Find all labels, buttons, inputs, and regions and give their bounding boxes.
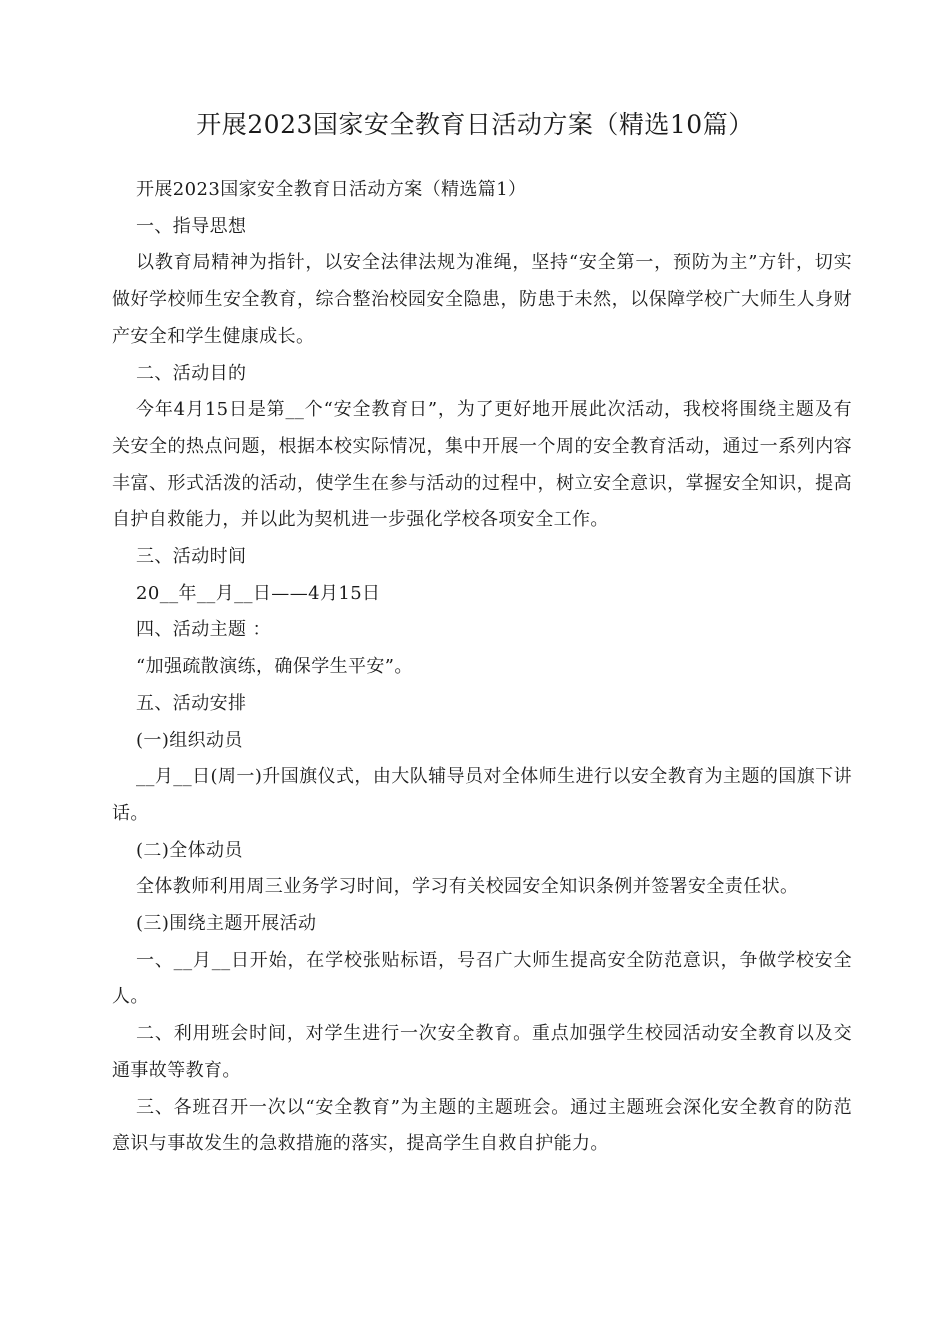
document-title: 开展2023国家安全教育日活动方案（精选10篇） — [196, 110, 754, 139]
paragraph-activity-1: 一、__月__日开始，在学校张贴标语，号召广大师生提高安全防范意识，争做学校安全人。 — [112, 949, 852, 1008]
paragraph-activity-time: 20__年__月__日——4月15日 — [136, 582, 381, 604]
heading-activity-time: 三、活动时间 — [136, 546, 247, 568]
document-body — [112, 172, 852, 1163]
subheading-mobilization: (一)组织动员 — [136, 729, 243, 751]
heading-activity-arrangement: 五、活动安排 — [136, 692, 247, 714]
subheading-theme-activities: (三)围绕主题开展活动 — [136, 913, 317, 935]
heading-guiding-ideology: 一、指导思想 — [136, 215, 247, 237]
paragraph-activity-purpose: 今年4月15日是第__个“安全教育日”，为了更好地开展此次活动，我校将围绕主题及有关安全的热点问题，根据本校实际情况，集中开展一个周的安全教育活动，通过一系列内容丰富、形式活泼的活动，使学生在参与活动的过程中，树立安全意识，掌握安全知识，提高自护自救能力，并以此为契机进一步强化学校各项安全工作。 — [112, 399, 852, 531]
paragraph-activity-3: 三、各班召开一次以“安全教育”为主题的主题班会。通过主题班会深化安全教育的防范意识与事故发生的急救措施的落实，提高学生自救自护能力。 — [112, 1096, 852, 1155]
paragraph-mobilization: __月__日(周一)升国旗仪式，由大队辅导员对全体师生进行以安全教育为主题的国旗下讲话。 — [112, 766, 852, 824]
paragraph-activity-2: 二、利用班会时间，对学生进行一次安全教育。重点加强学生校园活动安全教育以及交通事故等教育。 — [112, 1023, 852, 1081]
heading-activity-purpose: 二、活动目的 — [136, 362, 247, 384]
section-heading-piece-1: 开展2023国家安全教育日活动方案（精选篇1） — [136, 179, 527, 200]
heading-activity-theme: 四、活动主题 ： — [136, 619, 271, 641]
paragraph-all-staff: 全体教师利用周三业务学习时间，学习有关校园安全知识条例并签署安全责任状。 — [136, 876, 799, 898]
paragraph-activity-theme: “加强疏散演练，确保学生平安”。 — [136, 656, 413, 678]
subheading-all-staff: (二)全体动员 — [136, 839, 243, 861]
paragraph-guiding-ideology: 以教育局精神为指针，以安全法律法规为准绳，坚持“安全第一，预防为主”方针，切实做好学校师生安全教育，综合整治校园安全隐患，防患于未然，以保障学校广大师生人身财产安全和学生健康成长。 — [112, 252, 852, 347]
